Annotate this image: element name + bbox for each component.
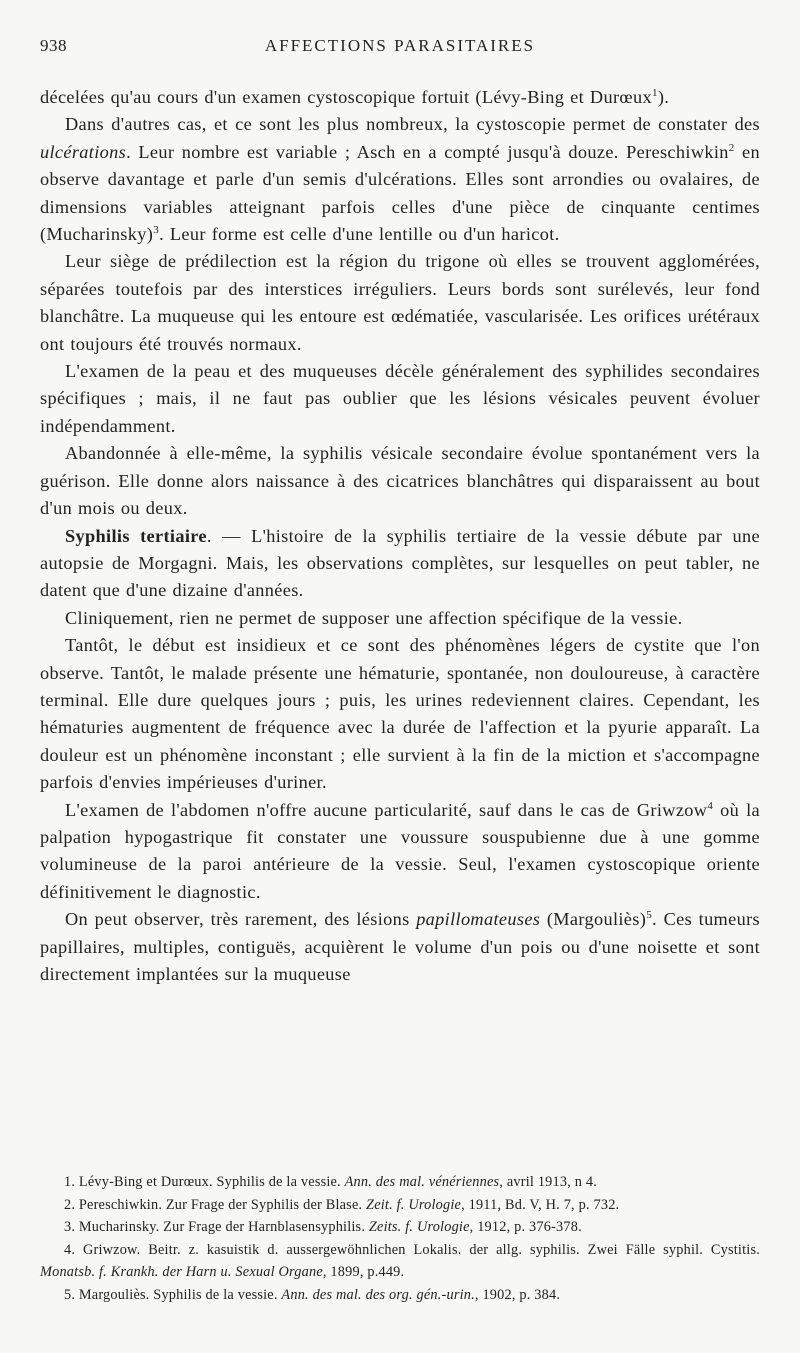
footnote: 4. Griwzow. Beitr. z. kasuistik d. aussergewöhnlichen Lokalis. der allg. syphilis. Zwei Fälle syphil. Cystitis. Monatsb. f. Krankh. der Harn u. Sexual Organe, 1899, p.449.	[40, 1241, 760, 1281]
paragraph: Tantôt, le début est insidieux et ce sont des phénomènes légers de cystite que l'on observe. Tantôt, le malade présente une hématurie, spontanée, non douloureuse, à caractère terminal. Elle dure quelques jours ; puis, les urines redeviennent claires. Cependant, les hématuries augmentent de fréquence avec la durée de l'affection et la pyurie apparaît. La douleur est un phénomène inconstant ; elle survient à la fin de la miction et s'accompagne parfois d'envies impérieuses d'uriner.	[40, 635, 760, 793]
footnote-ref[interactable]: 4	[707, 799, 714, 812]
paragraph: Cliniquement, rien ne permet de supposer une affection spécifique de la vessie.	[65, 607, 683, 628]
emphasis: papillomateuses	[416, 909, 541, 930]
paragraph: L'examen de la peau et des muqueuses décèle généralement des syphilides secondaires spécifiques ; mais, il ne faut pas oublier que les lésions vésicales peuvent évoluer indépendamment.	[40, 361, 760, 436]
section-paragraph: Syphilis tertiaire. — L'histoire de la syphilis tertiaire de la vessie débute par une autopsie de Morgagni. Mais, les observations complètes, sur lesquelles on peut tabler, ne datent que d'une dizaine d'années.	[40, 525, 760, 601]
paragraph: Abandonnée à elle-même, la syphilis vésicale secondaire évolue spontanément vers la guérison. Elle donne alors naissance à des cicatrices blanchâtres qui disparaissent au bout d'un mois ou deux.	[40, 443, 760, 519]
paragraph: On peut observer, très rarement, des lésions papillomateuses (Margouliès)$^5$. Ces tumeurs papillaires, multiples, contiguës, acquièrent le volume d'un pois ou d'une noisette et sont directement implantées sur la muqueuse	[40, 909, 760, 984]
paragraph: Dans d'autres cas, et ce sont les plus nombreux, la cystoscopie permet de constater des ulcérations. Leur nombre est variable ; Asch en a compté jusqu'à douze. Pereschiwkin$^2$ en observe davantage et parle d'un semis d'ulcérations. Elles sont arrondies ou ovalaires, de dimensions variables atteignant parfois celles d'une pièce de cinquante centimes (Mucharinsky)$^3$. Leur forme est celle d'une lentille ou d'un haricot.	[40, 114, 760, 245]
paragraph: L'examen de l'abdomen n'offre aucune particularité, sauf dans le cas de Griwzow$^4$ où la palpation hypogastrique fit constater une voussure souspubienne due à une gomme volumineuse de la paroi antérieure de la vessie. Seul, l'examen cystoscopique oriente définitivement le diagnostic.	[40, 799, 760, 902]
footnote: 5. Margouliès. Syphilis de la vessie. Ann. des mal. des org. gén.-urin., 1902, p. 384.	[64, 1286, 561, 1303]
footnote: 3. Mucharinsky. Zur Frage der Harnblasensyphilis. Zeits. f. Urologie, 1912, p. 376-378.	[64, 1219, 582, 1236]
footnote: 1. Lévy-Bing et Durœux. Syphilis de la vessie. Ann. des mal. vénériennes, avril 1913, n 4.	[64, 1174, 598, 1190]
footnote: 2. Pereschiwkin. Zur Frage der Syphilis der Blase. Zeit. f. Urologie, 1911, Bd. V, H. 7, p. 732.	[64, 1196, 620, 1213]
paragraph: décelées qu'au cours d'un examen cystoscopique fortuit (Lévy-Bing et Durœux$^1$).	[40, 86, 670, 107]
page-header	[40, 36, 760, 66]
footnote-ref[interactable]: 3	[153, 223, 160, 236]
body-text	[40, 84, 760, 988]
running-title: AFFECTIONS PARASITAIRES	[264, 36, 536, 55]
emphasis: ulcérations	[40, 141, 127, 162]
paragraph: Leur siège de prédilection est la région du trigone où elles se trouvent agglomérées, séparées toutefois par des interstices irréguliers. Leurs bords sont surélevés, leur fond blanchâtre. La muqueuse qui les entoure est œdématiée, vascularisée. Les orifices urétéraux ont toujours été trouvés normaux.	[40, 251, 760, 354]
footnotes	[40, 1171, 760, 1307]
footnote-ref[interactable]: 2	[728, 141, 735, 154]
footnote-ref[interactable]: 1	[651, 86, 658, 99]
page-number: 938	[40, 36, 67, 55]
footnote-ref[interactable]: 5	[646, 909, 653, 922]
section-title: Syphilis tertiaire	[65, 525, 207, 546]
